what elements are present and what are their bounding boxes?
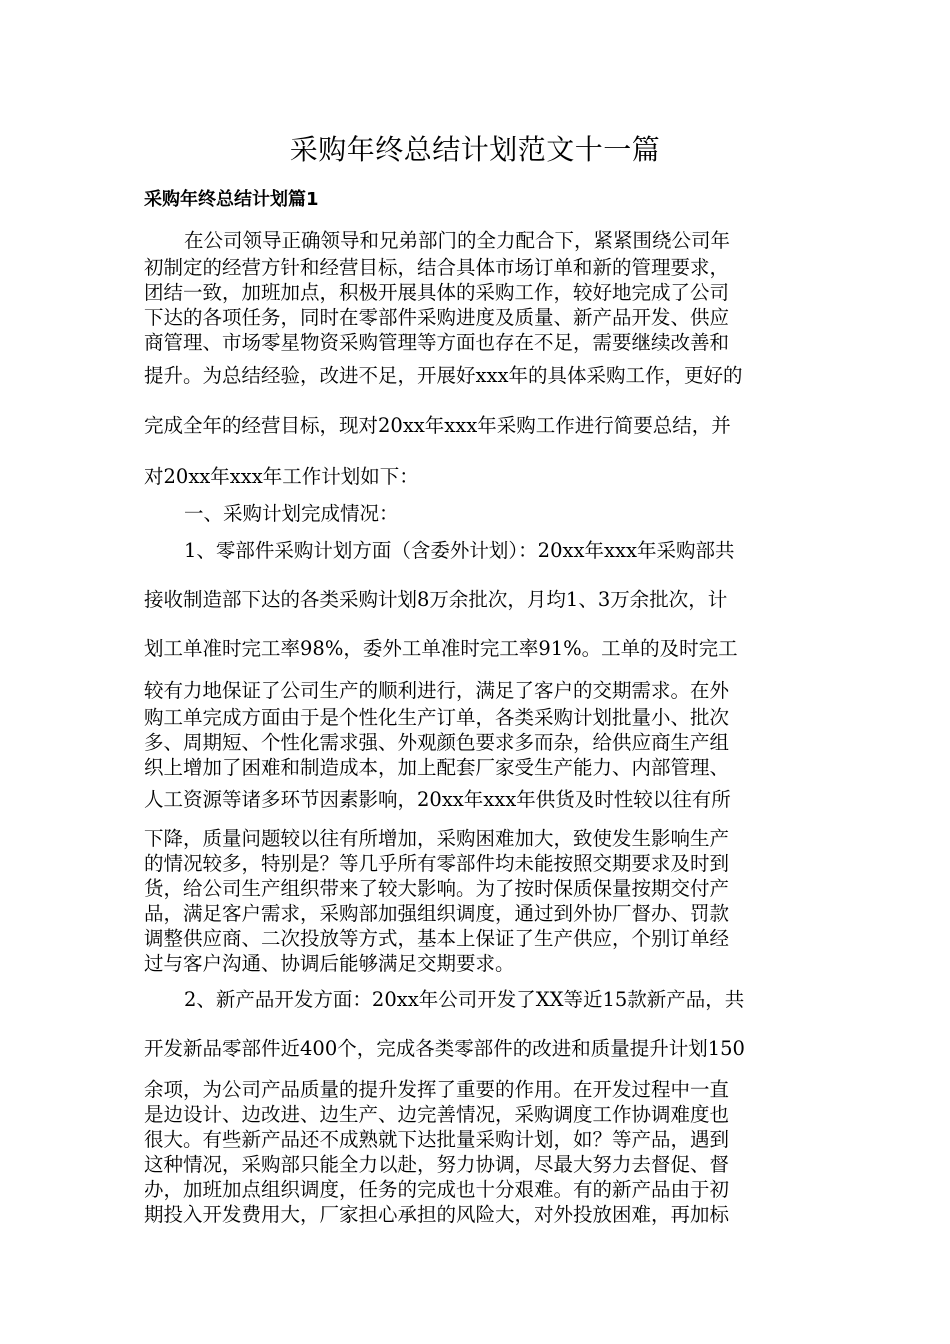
text-line: 接收制造部下达的各类采购计划8万余批次，月均1、3万余批次，计 [144,588,728,611]
text-line: 下达的各项任务，同时在零部件采购进度及质量、新产品开发、供应 [144,306,730,329]
text-line: 2、新产品开发方面：20xx年公司开发了XX等近15款新产品，共 [184,988,745,1011]
text-line: 调整供应商、二次投放等方式，基本上保证了生产供应，个别订单经 [144,927,730,950]
text-line: 初制定的经营方针和经营目标，结合具体市场订单和新的管理要求， [144,256,730,279]
text-line: 货，给公司生产组织带来了较大影响。为了按时保质保量按期交付产 [144,877,730,900]
text-line: 下降，质量问题较以往有所增加，采购困难加大，致使发生影响生产 [144,827,730,850]
text-line: 多、周期短、个性化需求强、外观颜色要求多而杂，给供应商生产组 [144,731,730,754]
text-line: 一、采购计划完成情况： [184,502,399,525]
text-line: 较有力地保证了公司生产的顺利进行，满足了客户的交期需求。在外 [144,679,730,702]
text-line: 对20xx年xxx年工作计划如下： [144,465,419,488]
text-line: 品，满足客户需求，采购部加强组织调度，通过到外协厂督办、罚款 [144,902,730,925]
text-line: 是边设计、边改进、边生产、边完善情况，采购调度工作协调难度也 [144,1103,730,1126]
text-line: 1、零部件采购计划方面（含委外计划）：20xx年xxx年采购部共 [184,539,735,562]
text-line: 织上增加了困难和制造成本，加上配套厂家受生产能力、内部管理、 [144,756,730,779]
text-line: 提升。为总结经验，改进不足，开展好xxx年的具体采购工作，更好的 [144,364,743,387]
text-line: 这种情况，采购部只能全力以赴，努力协调，尽最大努力去督促、督 [144,1153,730,1176]
text-line: 完成全年的经营目标，现对20xx年xxx年采购工作进行简要总结，并 [144,414,731,437]
text-line: 的情况较多，特别是？等几乎所有零部件均未能按照交期要求及时到 [144,852,730,875]
text-line: 划工单准时完工率98%，委外工单准时完工率91%。工单的及时完工 [144,637,738,660]
text-line: 人工资源等诸多环节因素影响，20xx年xxx年供货及时性较以往有所 [144,788,731,811]
text-line: 期投入开发费用大，厂家担心承担的风险大，对外投放困难，再加标 [144,1203,730,1226]
text-line: 过与客户沟通、协调后能够满足交期要求。 [144,952,515,975]
text-line: 购工单完成方面由于是个性化生产订单，各类采购计划批量小、批次 [144,706,730,729]
text-line: 余项，为公司产品质量的提升发挥了重要的作用。在开发过程中一直 [144,1078,730,1101]
text-line: 开发新品零部件近400个，完成各类零部件的改进和质量提升计划150 [144,1037,745,1060]
text-line: 办，加班加点组织调度，任务的完成也十分艰难。有的新产品由于初 [144,1178,730,1201]
document-title: 采购年终总结计划范文十一篇 [289,133,661,166]
text-line: 团结一致，加班加点，积极开展具体的采购工作，较好地完成了公司 [144,281,730,304]
text-line: 很大。有些新产品还不成熟就下达批量采购计划，如？等产品，遇到 [144,1128,730,1151]
section-heading: 采购年终总结计划篇1 [144,189,319,210]
text-line: 在公司领导正确领导和兄弟部门的全力配合下，紧紧围绕公司年 [184,229,731,252]
text-line: 商管理、市场零星物资采购管理等方面也存在不足，需要继续改善和 [144,331,730,354]
